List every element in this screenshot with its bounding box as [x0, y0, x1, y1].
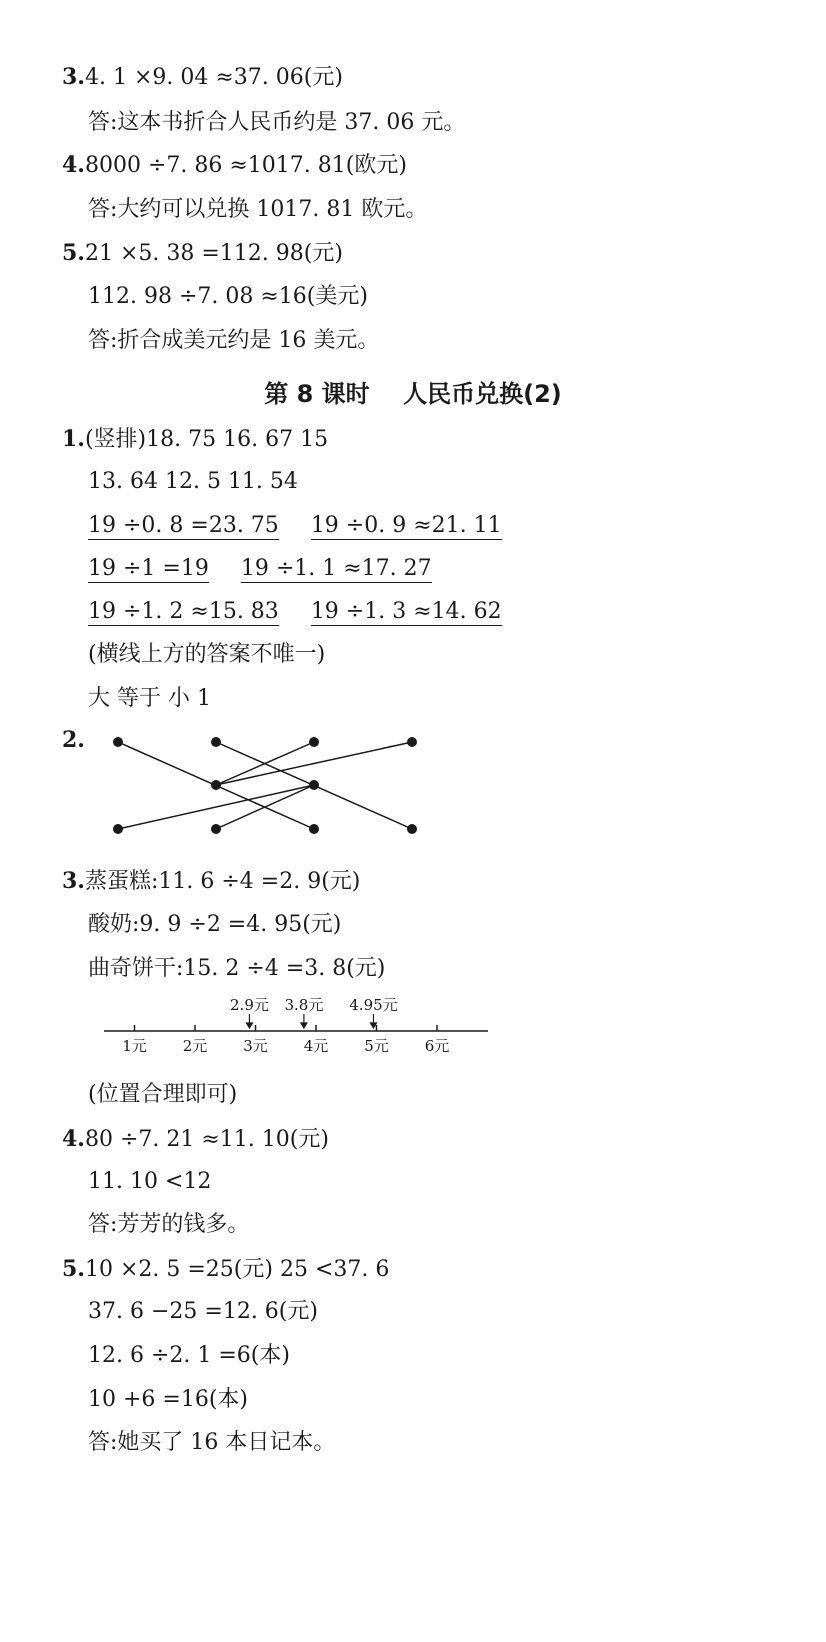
number-line-tick-label: 4元	[303, 1037, 329, 1055]
number-line-marker-arrow	[370, 1023, 376, 1028]
b-q5-expression-3: 12. 6 ÷2. 1 =6(本)	[88, 1343, 290, 1368]
b-q4-compare: 11. 10 <12	[88, 1169, 212, 1194]
b-q4-answer: 答:芳芳的钱多。	[88, 1212, 250, 1237]
number-line-marker-label: 2.9元	[230, 996, 269, 1014]
b-q3-text-1: 蒸蛋糕:11. 6 ÷4 =2. 9(元)	[84, 869, 361, 894]
b-q5-expression-2: 37. 6 −25 =12. 6(元)	[88, 1299, 318, 1324]
a-q4-expression: 8000 ÷7. 86 ≈1017. 81(欧元)	[84, 153, 407, 178]
b-q3-number: 3.	[62, 868, 85, 894]
a-q5-expression-1: 21 ×5. 38 =112. 98(元)	[84, 241, 343, 266]
b-q3-line-3: 曲奇饼干:15. 2 ÷4 =3. 8(元)	[88, 956, 386, 981]
match-dot	[407, 824, 417, 834]
section-title: 第 8 课时 人民币兑换(2)	[264, 380, 562, 408]
match-dot	[407, 737, 417, 747]
b-q4-expression: 80 ÷7. 21 ≈11. 10(元)	[84, 1127, 329, 1152]
b-q1-number: 1.	[62, 426, 85, 452]
b-q1-note: (横线上方的答案不唯一)	[88, 642, 326, 667]
number-line-marker-label: 3.8元	[284, 996, 324, 1014]
b-q1-equation: 19 ÷0. 9 ≈21. 11	[310, 513, 502, 538]
match-dot	[309, 737, 319, 747]
match-line	[216, 742, 412, 785]
a-q3-answer: 答:这本书折合人民币约是 37. 06 元。	[88, 110, 466, 135]
b-q1-equation: 19 ÷0. 8 =23. 75	[88, 513, 279, 538]
b-q1-equation: 19 ÷1. 2 ≈15. 83	[88, 599, 279, 624]
number-line-marker-label: 4.95元	[349, 996, 398, 1014]
b-q5-answer: 答:她买了 16 本日记本。	[88, 1430, 336, 1455]
match-dot	[211, 780, 221, 790]
a-q4-number: 4.	[62, 152, 85, 178]
b-q5-expression-4: 10 +6 =16(本)	[88, 1387, 249, 1412]
number-line-marker-arrow	[301, 1023, 307, 1028]
number-line-tick-label: 6元	[424, 1037, 450, 1055]
number-line-marker-arrow	[246, 1023, 252, 1028]
number-line-tick-label: 3元	[243, 1037, 268, 1055]
match-dot	[211, 824, 221, 834]
b-q1-equation: 19 ÷1. 3 ≈14. 62	[310, 599, 502, 624]
a-q4-answer: 答:大约可以兑换 1017. 81 欧元。	[88, 197, 428, 222]
a-q5-answer: 答:折合成美元约是 16 美元。	[88, 328, 380, 353]
number-line	[0, 990, 826, 1060]
number-line-tick-label: 1元	[122, 1037, 147, 1055]
b-q5-expression-1: 10 ×2. 5 =25(元) 25 <37. 6	[84, 1257, 390, 1282]
number-line-tick-label: 5元	[364, 1037, 389, 1055]
b-q1-line-2: 13. 64 12. 5 11. 54	[88, 469, 298, 494]
match-dot	[309, 824, 319, 834]
a-q3-number: 3.	[62, 64, 85, 90]
b-q4-number: 4.	[62, 1126, 85, 1152]
b-q1-compare: 大 等于 小 1	[88, 686, 211, 711]
number-line-tick-label: 2元	[182, 1037, 208, 1055]
match-line	[118, 785, 314, 829]
a-q5-number: 5.	[62, 240, 85, 266]
b-q3-line-1	[62, 866, 360, 897]
a-q3-expression: 4. 1 ×9. 04 ≈37. 06(元)	[84, 65, 343, 90]
match-dot	[113, 824, 123, 834]
b-q5-line-1	[62, 1254, 389, 1285]
b-q4-line-1	[62, 1124, 329, 1155]
match-dot	[113, 737, 123, 747]
b-q2-number-text: 2.	[62, 727, 85, 753]
a-q5-expression-2: 112. 98 ÷7. 08 ≈16(美元)	[88, 284, 368, 309]
b-q5-number: 5.	[62, 1256, 85, 1282]
match-dot	[309, 780, 319, 790]
b-q1-equation: 19 ÷1. 1 ≈17. 27	[240, 556, 432, 581]
match-dot	[211, 737, 221, 747]
b-q3-line-2: 酸奶:9. 9 ÷2 =4. 95(元)	[88, 912, 342, 937]
b-q1-equation: 19 ÷1 =19	[88, 556, 209, 581]
b-q3-note: (位置合理即可)	[88, 1082, 238, 1107]
b-q1-text-1: (竖排)18. 75 16. 67 15	[84, 427, 329, 452]
